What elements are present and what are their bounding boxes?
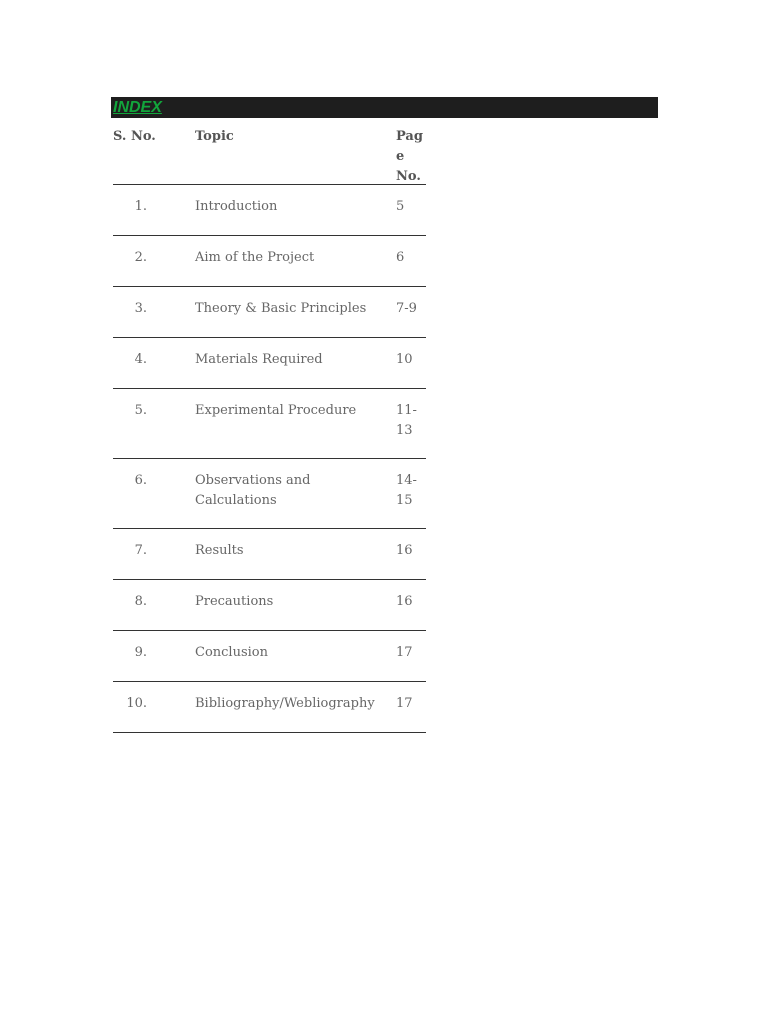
row-topic: Results bbox=[195, 543, 244, 558]
row-page-line1: 11- bbox=[396, 403, 417, 418]
row-topic: Conclusion bbox=[195, 645, 268, 660]
row-sno: 6. bbox=[134, 473, 147, 488]
row-topic: Experimental Procedure bbox=[195, 403, 357, 418]
row-topic-line1: Observations and bbox=[195, 473, 311, 488]
table-row bbox=[113, 236, 426, 287]
index-title: INDEX bbox=[113, 99, 162, 116]
row-page: 5 bbox=[396, 199, 405, 214]
header-sno: S. No. bbox=[113, 129, 156, 144]
row-topic: Bibliography/Webliography bbox=[195, 696, 375, 711]
row-topic: Introduction bbox=[195, 199, 278, 214]
row-sno: 10. bbox=[126, 696, 147, 711]
row-page: 7-9 bbox=[396, 301, 417, 316]
row-sno: 1. bbox=[134, 199, 147, 214]
row-page: 6 bbox=[396, 250, 405, 265]
row-page: 16 bbox=[396, 594, 413, 609]
row-sno: 8. bbox=[134, 594, 147, 609]
row-topic: Materials Required bbox=[195, 352, 323, 367]
header-page bbox=[396, 127, 426, 187]
table-row bbox=[113, 389, 426, 459]
row-topic bbox=[195, 471, 385, 511]
row-topic: Aim of the Project bbox=[195, 250, 315, 265]
row-page-line2: 15 bbox=[396, 493, 413, 508]
row-sno: 7. bbox=[134, 543, 147, 558]
table-row bbox=[113, 631, 426, 682]
table-row bbox=[113, 580, 426, 631]
header-page-line1: Page bbox=[396, 129, 423, 164]
row-topic: Theory & Basic Principles bbox=[195, 301, 367, 316]
table-row bbox=[113, 338, 426, 389]
row-sno: 3. bbox=[134, 301, 147, 316]
row-topic-line2: Calculations bbox=[195, 493, 277, 508]
row-page: 16 bbox=[396, 543, 413, 558]
row-page bbox=[396, 471, 426, 511]
row-sno: 2. bbox=[134, 250, 147, 265]
table-header bbox=[113, 127, 426, 185]
row-page-line2: 13 bbox=[396, 423, 413, 438]
row-page: 10 bbox=[396, 352, 413, 367]
index-table bbox=[113, 127, 426, 733]
index-heading-bar bbox=[111, 97, 658, 118]
row-sno: 4. bbox=[134, 352, 147, 367]
row-topic: Precautions bbox=[195, 594, 274, 609]
table-row bbox=[113, 287, 426, 338]
row-page bbox=[396, 401, 426, 441]
table-row bbox=[113, 459, 426, 529]
header-topic: Topic bbox=[195, 129, 234, 144]
table-row bbox=[113, 185, 426, 236]
row-sno: 9. bbox=[134, 645, 147, 660]
table-row bbox=[113, 529, 426, 580]
header-page-line2: No. bbox=[396, 169, 421, 184]
row-page: 17 bbox=[396, 645, 413, 660]
table-row bbox=[113, 682, 426, 733]
row-page: 17 bbox=[396, 696, 413, 711]
row-page-line1: 14- bbox=[396, 473, 417, 488]
row-sno: 5. bbox=[134, 403, 147, 418]
